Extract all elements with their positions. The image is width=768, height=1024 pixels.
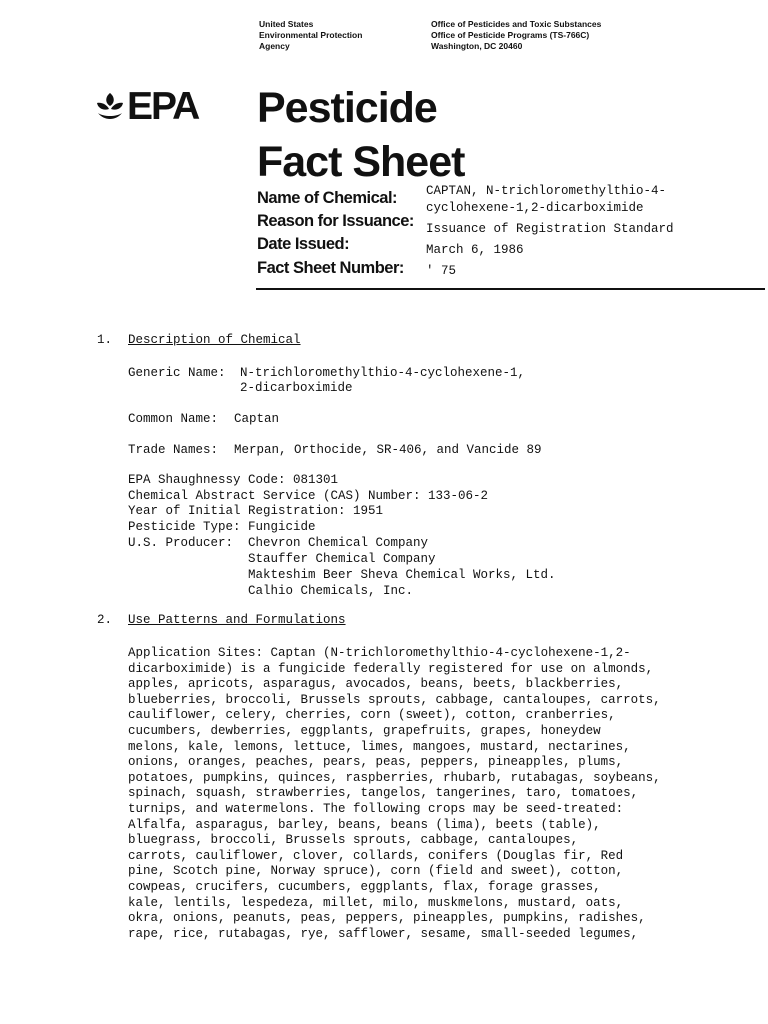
paragraph-line: pine, Scotch pine, Norway spruce), corn (field and sweet), cotton, bbox=[128, 864, 624, 879]
cas-number: Chemical Abstract Service (CAS) Number: 133-06-2 bbox=[128, 489, 489, 503]
agency-line: United States bbox=[259, 19, 314, 29]
common-name-value: Captan bbox=[234, 412, 280, 426]
fact-sheet-number-label: Fact Sheet Number: bbox=[257, 259, 404, 277]
paragraph-line: cowpeas, crucifers, cucumbers, eggplants, flax, forage grasses, bbox=[128, 879, 601, 894]
paragraph-line: melons, kale, lemons, lettuce, limes, mangoes, mustard, nectarines, bbox=[128, 739, 631, 754]
trade-names-label: Trade Names: bbox=[128, 443, 219, 457]
reason-label: Reason for Issuance: bbox=[257, 212, 414, 230]
paragraph-line: kale, lentils, lespedeza, millet, milo, muskmelons, mustard, oats, bbox=[128, 895, 624, 910]
epa-logo-text: EPA bbox=[127, 85, 199, 128]
paragraph-line: carrots, cauliflower, clover, collards, conifers (Douglas fir, Red bbox=[128, 848, 624, 863]
producer-item: Stauffer Chemical Company bbox=[248, 552, 436, 566]
office-line: Office of Pesticides and Toxic Substances bbox=[431, 19, 602, 29]
date-issued-value: March 6, 1986 bbox=[426, 243, 524, 257]
section-1-number: 1. bbox=[97, 333, 113, 347]
office-line: Washington, DC 20460 bbox=[431, 41, 523, 51]
section-1-heading: Description of Chemical bbox=[128, 333, 301, 347]
epa-flower-icon bbox=[95, 91, 125, 123]
paragraph-line: turnips, and watermelons. The following crops may be seed-treated: bbox=[128, 801, 624, 816]
trade-names-value: Merpan, Orthocide, SR-406, and Vancide 89 bbox=[234, 443, 542, 457]
name-of-chemical-label: Name of Chemical: bbox=[257, 189, 398, 207]
date-issued-label: Date Issued: bbox=[257, 235, 350, 253]
agency-line: Environmental Protection bbox=[259, 30, 363, 40]
producer-item: Calhio Chemicals, Inc. bbox=[248, 584, 414, 598]
section-2-number: 2. bbox=[97, 613, 113, 627]
shaughnessy-code: EPA Shaughnessy Code: 081301 bbox=[128, 473, 339, 487]
paragraph-line: okra, onions, peanuts, peas, peppers, pineapples, pumpkins, radishes, bbox=[128, 911, 646, 926]
paragraph-line: apples, apricots, asparagus, avocados, beans, beets, blackberries, bbox=[128, 677, 624, 692]
paragraph-line: onions, oranges, peaches, pears, peas, peppers, pineapples, plums, bbox=[128, 755, 624, 770]
paragraph-line: dicarboximide) is a fungicide federally registered for use on almonds, bbox=[128, 661, 654, 676]
initial-registration-year: Year of Initial Registration: 1951 bbox=[128, 504, 384, 518]
header-divider bbox=[256, 288, 765, 290]
paragraph-line: bluegrass, broccoli, Brussels sprouts, cabbage, cantaloupes, bbox=[128, 833, 579, 848]
name-of-chemical-value: CAPTAN, N-trichloromethylthio-4- bbox=[426, 184, 667, 198]
epa-logo bbox=[95, 86, 198, 128]
generic-name-value: 2-dicarboximide bbox=[240, 381, 353, 395]
producer-label: U.S. Producer: bbox=[128, 536, 234, 550]
office-header bbox=[431, 19, 601, 52]
page-title-line-1: Pesticide bbox=[257, 84, 437, 132]
pesticide-type: Pesticide Type: Fungicide bbox=[128, 520, 316, 534]
paragraph-line: spinach, squash, strawberries, tangelos, tangerines, taro, tomatoes, bbox=[128, 786, 639, 801]
generic-name-label: Generic Name: bbox=[128, 366, 226, 380]
paragraph-line: cauliflower, celery, cherries, corn (sweet), cotton, cranberries, bbox=[128, 708, 616, 723]
generic-name-value: N-trichloromethylthio-4-cyclohexene-1, bbox=[240, 366, 526, 380]
producer-item: Chevron Chemical Company bbox=[248, 536, 429, 550]
name-of-chemical-value: cyclohexene-1,2-dicarboximide bbox=[426, 201, 644, 215]
agency-header bbox=[259, 19, 362, 52]
section-2-heading: Use Patterns and Formulations bbox=[128, 613, 346, 627]
paragraph-line: cucumbers, dewberries, eggplants, grapefruits, grapes, honeydew bbox=[128, 723, 601, 738]
office-line: Office of Pesticide Programs (TS-766C) bbox=[431, 30, 590, 40]
producer-item: Makteshim Beer Sheva Chemical Works, Ltd. bbox=[248, 568, 556, 582]
agency-line: Agency bbox=[259, 41, 290, 51]
reason-value: Issuance of Registration Standard bbox=[426, 222, 674, 236]
page-title-line-2: Fact Sheet bbox=[257, 138, 465, 186]
paragraph-line: rape, rice, rutabagas, rye, safflower, sesame, small-seeded legumes, bbox=[128, 926, 639, 941]
paragraph-line: Alfalfa, asparagus, barley, beans, beans (lima), beets (table), bbox=[128, 817, 601, 832]
paragraph-line: blueberries, broccoli, Brussels sprouts, cabbage, cantaloupes, carrots, bbox=[128, 692, 661, 707]
paragraph-line: potatoes, pumpkins, quinces, raspberries, rhubarb, rutabagas, soybeans, bbox=[128, 770, 661, 785]
fact-sheet-number-value: ' 75 bbox=[426, 264, 457, 278]
application-sites-paragraph bbox=[128, 646, 661, 942]
paragraph-line: Application Sites: Captan (N-trichloromethylthio-4-cyclohexene-1,2- bbox=[128, 646, 631, 660]
common-name-label: Common Name: bbox=[128, 412, 219, 426]
